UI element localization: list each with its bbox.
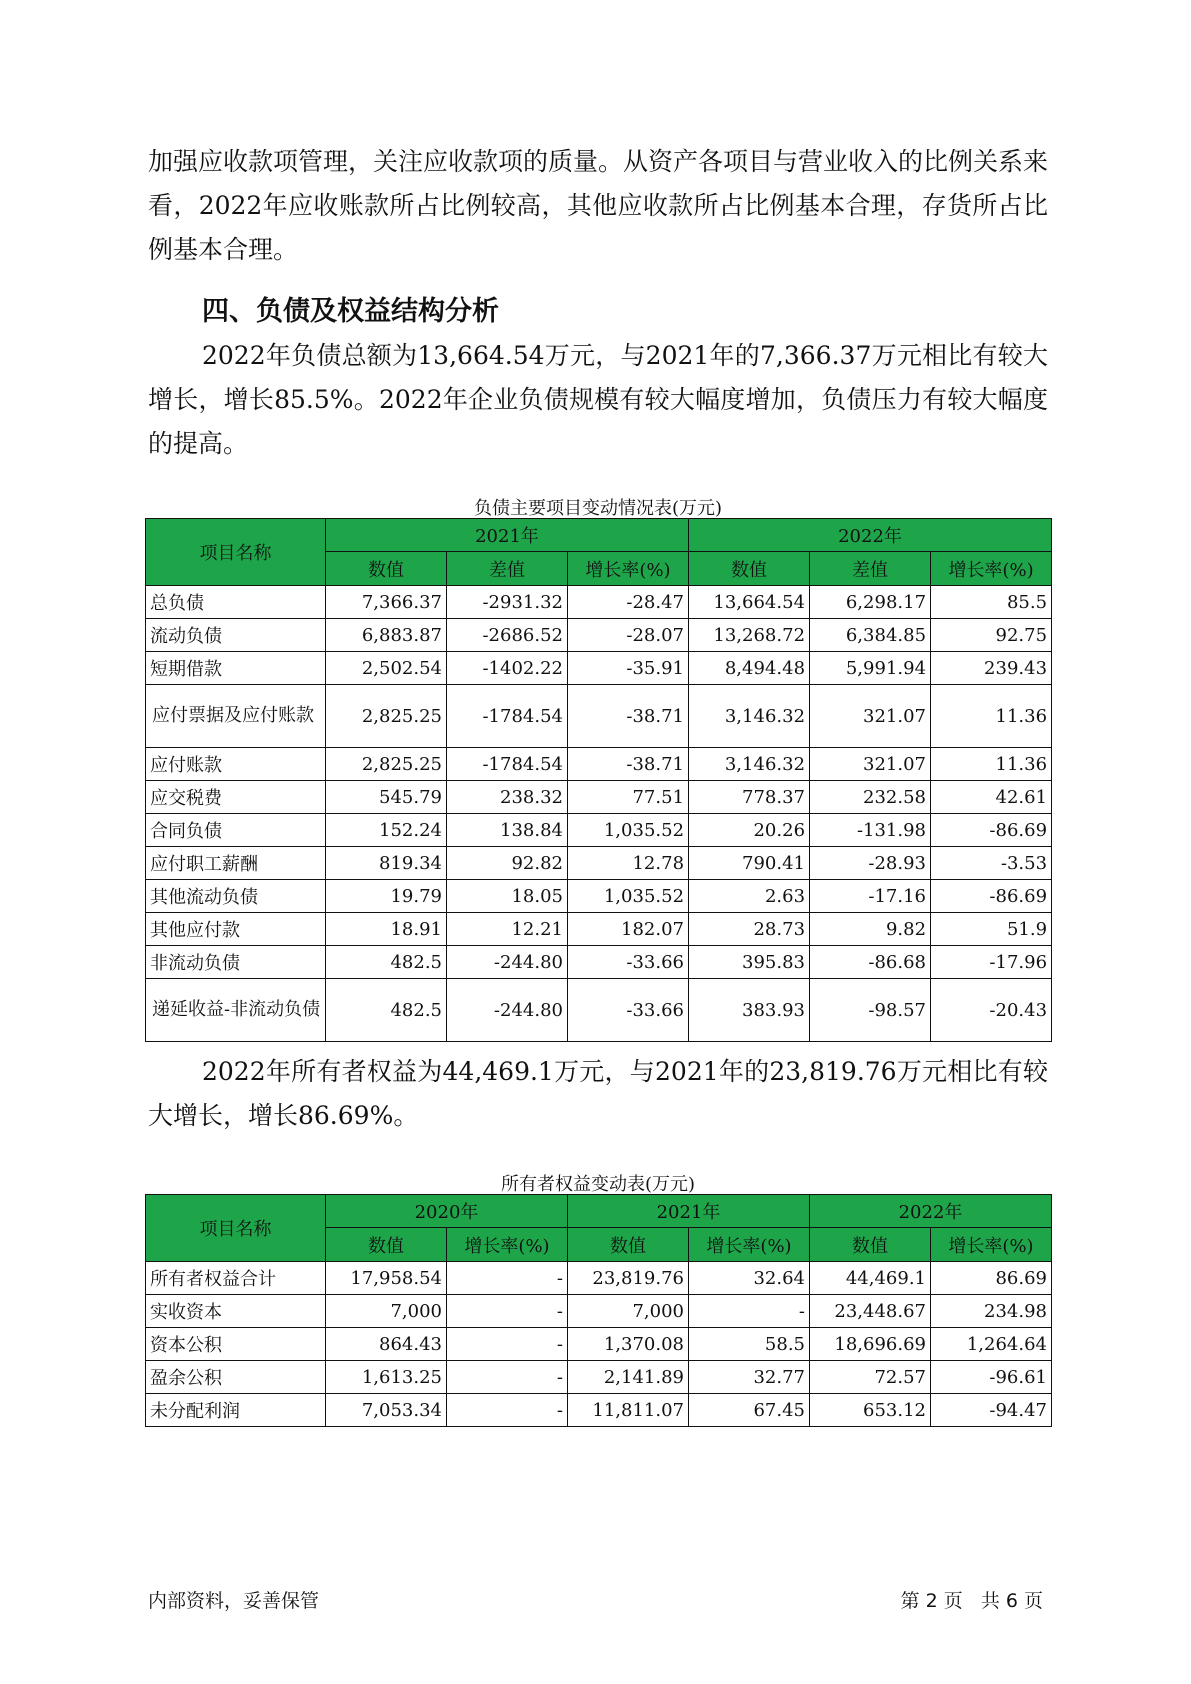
table-cell: 18,696.69: [810, 1328, 931, 1361]
row-label: 应付票据及应付账款: [146, 685, 326, 748]
table-cell: -: [447, 1394, 568, 1427]
table-cell: -38.71: [568, 748, 689, 781]
table-cell: 545.79: [326, 781, 447, 814]
table-cell: 2,825.25: [326, 748, 447, 781]
footer-note: 内部资料，妥善保管: [148, 1590, 320, 1612]
table-cell: 23,448.67: [810, 1295, 931, 1328]
table-cell: 11,811.07: [568, 1394, 689, 1427]
table-cell: -: [689, 1295, 810, 1328]
table-cell: 12.78: [568, 847, 689, 880]
table-cell: 232.58: [810, 781, 931, 814]
table-cell: 1,370.08: [568, 1328, 689, 1361]
table-cell: 3,146.32: [689, 748, 810, 781]
table-cell: 18.91: [326, 913, 447, 946]
col-header-name: 项目名称: [146, 519, 326, 586]
table-cell: -: [447, 1328, 568, 1361]
table-cell: 42.61: [931, 781, 1052, 814]
table-row: [146, 685, 1052, 748]
table-cell: -: [447, 1262, 568, 1295]
table-cell: 6,384.85: [810, 619, 931, 652]
table-cell: -38.71: [568, 685, 689, 748]
row-label: 所有者权益合计: [146, 1262, 326, 1295]
table-cell: 395.83: [689, 946, 810, 979]
table-cell: 7,366.37: [326, 586, 447, 619]
table-cell: 51.9: [931, 913, 1052, 946]
row-label: 应交税费: [146, 781, 326, 814]
table-cell: 9.82: [810, 913, 931, 946]
table-cell: 7,053.34: [326, 1394, 447, 1427]
table-cell: 653.12: [810, 1394, 931, 1427]
table-row: [146, 1295, 1052, 1328]
col-header-year: 2021年: [568, 1195, 810, 1228]
table-cell: -244.80: [447, 979, 568, 1042]
col-header: 数值: [326, 552, 447, 586]
table-cell: -33.66: [568, 979, 689, 1042]
row-label: 合同负债: [146, 814, 326, 847]
table-cell: -28.47: [568, 586, 689, 619]
col-header-year: 2021年: [326, 519, 689, 552]
table-row: [146, 748, 1052, 781]
table-cell: 1,613.25: [326, 1361, 447, 1394]
table-cell: -35.91: [568, 652, 689, 685]
table-cell: 482.5: [326, 979, 447, 1042]
col-header: 数值: [326, 1228, 447, 1262]
table-cell: 18.05: [447, 880, 568, 913]
table-row: [146, 946, 1052, 979]
row-label: 应付职工薪酬: [146, 847, 326, 880]
table-cell: 92.75: [931, 619, 1052, 652]
table-cell: 77.51: [568, 781, 689, 814]
table-cell: 1,035.52: [568, 880, 689, 913]
table-cell: 86.69: [931, 1262, 1052, 1295]
table-cell: -28.93: [810, 847, 931, 880]
table-cell: 819.34: [326, 847, 447, 880]
table-cell: 790.41: [689, 847, 810, 880]
table2-caption: 所有者权益变动表(万元): [500, 1174, 696, 1195]
table-row: [146, 1328, 1052, 1361]
table-cell: -86.69: [931, 814, 1052, 847]
table-cell: 7,000: [326, 1295, 447, 1328]
table-cell: -86.68: [810, 946, 931, 979]
table-cell: -: [447, 1361, 568, 1394]
col-header-year: 2020年: [326, 1195, 568, 1228]
table-cell: 23,819.76: [568, 1262, 689, 1295]
table-cell: 321.07: [810, 685, 931, 748]
row-label: 短期借款: [146, 652, 326, 685]
table-cell: 11.36: [931, 685, 1052, 748]
table-cell: -96.61: [931, 1361, 1052, 1394]
col-header-year: 2022年: [689, 519, 1052, 552]
table-cell: -: [447, 1295, 568, 1328]
table-row: [146, 1262, 1052, 1295]
table-cell: 238.32: [447, 781, 568, 814]
table-row: [146, 652, 1052, 685]
table-cell: -98.57: [810, 979, 931, 1042]
table-cell: 8,494.48: [689, 652, 810, 685]
col-header: 增长率(%): [568, 552, 689, 586]
table-cell: 383.93: [689, 979, 810, 1042]
row-label: 应付账款: [146, 748, 326, 781]
table-cell: -2931.32: [447, 586, 568, 619]
table-cell: -33.66: [568, 946, 689, 979]
col-header: 差值: [810, 552, 931, 586]
table-cell: 234.98: [931, 1295, 1052, 1328]
col-header: 增长率(%): [689, 1228, 810, 1262]
table-cell: 2,502.54: [326, 652, 447, 685]
row-label: 未分配利润: [146, 1394, 326, 1427]
table-cell: 13,268.72: [689, 619, 810, 652]
liability-paragraph: 2022年负债总额为13,664.54万元，与2021年的7,366.37万元相比有较大增长，增长85.5%。2022年企业负债规模有较大幅度增加，负债压力有较大幅度的提高。: [148, 341, 1048, 458]
table-cell: 138.84: [447, 814, 568, 847]
table-cell: 864.43: [326, 1328, 447, 1361]
table-cell: -2686.52: [447, 619, 568, 652]
table-cell: 6,883.87: [326, 619, 447, 652]
table-cell: 239.43: [931, 652, 1052, 685]
equity-table: [145, 1194, 1052, 1427]
table-cell: 2,825.25: [326, 685, 447, 748]
row-label: 非流动负债: [146, 946, 326, 979]
table-cell: -94.47: [931, 1394, 1052, 1427]
table-cell: -28.07: [568, 619, 689, 652]
row-label: 实收资本: [146, 1295, 326, 1328]
page-number: 第 2 页 共 6 页: [900, 1590, 1043, 1612]
table-cell: 92.82: [447, 847, 568, 880]
section-heading: 四、负债及权益结构分析: [202, 296, 499, 327]
table-cell: 58.5: [689, 1328, 810, 1361]
table-row: [146, 619, 1052, 652]
table-cell: 17,958.54: [326, 1262, 447, 1295]
table-cell: 152.24: [326, 814, 447, 847]
table-row: [146, 847, 1052, 880]
table-cell: -1402.22: [447, 652, 568, 685]
table-cell: -86.69: [931, 880, 1052, 913]
table-cell: -1784.54: [447, 748, 568, 781]
table-cell: 1,035.52: [568, 814, 689, 847]
table-cell: 321.07: [810, 748, 931, 781]
table-cell: 72.57: [810, 1361, 931, 1394]
row-label: 总负债: [146, 586, 326, 619]
table-cell: -3.53: [931, 847, 1052, 880]
col-header: 数值: [568, 1228, 689, 1262]
table-cell: 778.37: [689, 781, 810, 814]
table-cell: 6,298.17: [810, 586, 931, 619]
table-cell: 182.07: [568, 913, 689, 946]
table-cell: 482.5: [326, 946, 447, 979]
table-cell: -131.98: [810, 814, 931, 847]
col-header-year: 2022年: [810, 1195, 1052, 1228]
table-row: [146, 1394, 1052, 1427]
table-row: [146, 781, 1052, 814]
row-label: 盈余公积: [146, 1361, 326, 1394]
table-row: [146, 979, 1052, 1042]
table-cell: 20.26: [689, 814, 810, 847]
table-cell: 19.79: [326, 880, 447, 913]
table-cell: 2.63: [689, 880, 810, 913]
table-cell: -17.96: [931, 946, 1052, 979]
col-header: 增长率(%): [447, 1228, 568, 1262]
table-cell: 2,141.89: [568, 1361, 689, 1394]
intro-paragraph: 加强应收款项管理，关注应收款项的质量。从资产各项目与营业收入的比例关系来看，2022年应收账款所占比例较高，其他应收款所占比例基本合理，存货所占比例基本合理。: [148, 147, 1049, 264]
table-cell: 32.77: [689, 1361, 810, 1394]
table-cell: -244.80: [447, 946, 568, 979]
col-header-name: 项目名称: [146, 1195, 326, 1262]
table-cell: -17.16: [810, 880, 931, 913]
table-row: [146, 913, 1052, 946]
table-cell: 67.45: [689, 1394, 810, 1427]
col-header: 数值: [689, 552, 810, 586]
table-cell: 7,000: [568, 1295, 689, 1328]
col-header: 增长率(%): [931, 1228, 1052, 1262]
table-row: [146, 586, 1052, 619]
table-cell: 28.73: [689, 913, 810, 946]
table-cell: 44,469.1: [810, 1262, 931, 1295]
equity-paragraph: 2022年所有者权益为44,469.1万元，与2021年的23,819.76万元相比有较大增长，增长86.69%。: [148, 1057, 1048, 1130]
table-cell: 1,264.64: [931, 1328, 1052, 1361]
table-cell: -20.43: [931, 979, 1052, 1042]
liability-table: [145, 518, 1052, 1042]
row-label: 其他流动负债: [146, 880, 326, 913]
table-cell: 13,664.54: [689, 586, 810, 619]
table-cell: -1784.54: [447, 685, 568, 748]
table-cell: 12.21: [447, 913, 568, 946]
table-cell: 32.64: [689, 1262, 810, 1295]
table-cell: 85.5: [931, 586, 1052, 619]
table1-caption: 负债主要项目变动情况表(万元): [473, 498, 723, 519]
col-header: 差值: [447, 552, 568, 586]
table-row: [146, 1361, 1052, 1394]
row-label: 资本公积: [146, 1328, 326, 1361]
col-header: 增长率(%): [931, 552, 1052, 586]
row-label: 递延收益-非流动负债: [146, 979, 326, 1042]
col-header: 数值: [810, 1228, 931, 1262]
table-cell: 5,991.94: [810, 652, 931, 685]
table-cell: 3,146.32: [689, 685, 810, 748]
table-row: [146, 880, 1052, 913]
table-row: [146, 814, 1052, 847]
row-label: 流动负债: [146, 619, 326, 652]
table-cell: 11.36: [931, 748, 1052, 781]
row-label: 其他应付款: [146, 913, 326, 946]
